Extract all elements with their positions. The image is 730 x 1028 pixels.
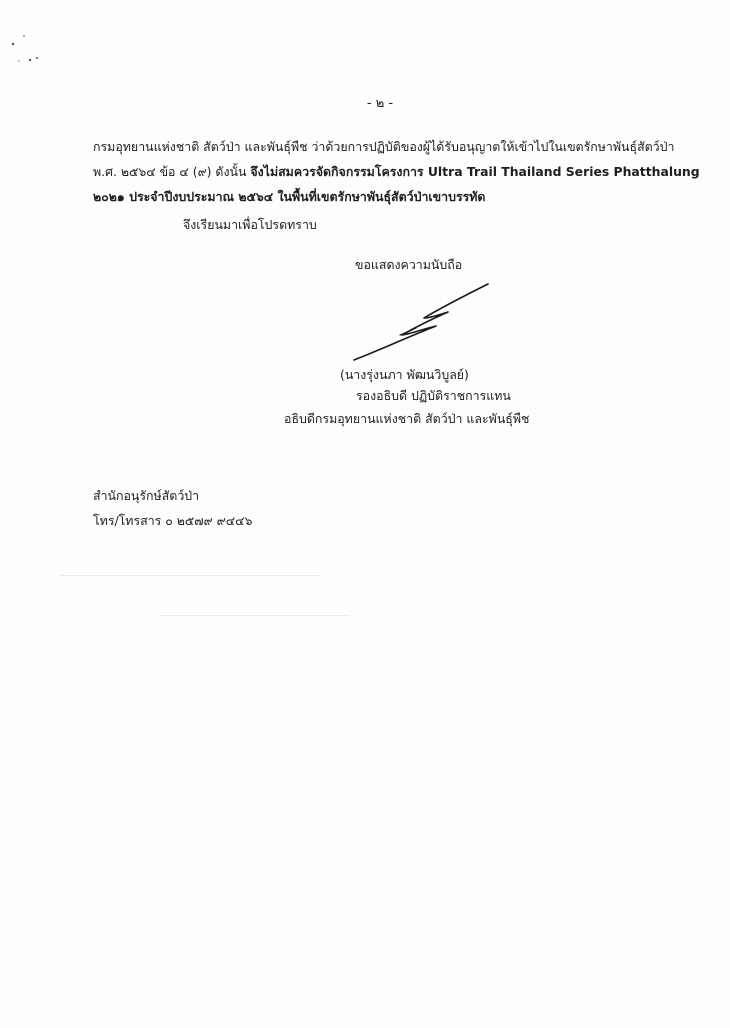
salutation: ขอแสดงความนับถือ	[355, 257, 463, 272]
closing-line: จึงเรียนมาเพื่อโปรดทราบ	[183, 217, 317, 232]
body-line-2	[93, 159, 700, 184]
body-paragraph	[93, 134, 700, 209]
signer-organization: อธิบดีกรมอุทยานแห่งชาติ สัตว์ป่า และพันธุ์พืช	[284, 411, 530, 426]
signer-name: (นางรุ่งนภา พัฒนวิบูลย์)	[340, 367, 469, 382]
phone-fax: โทร/โทรสาร ๐ ๒๕๗๙ ๙๔๔๖	[93, 513, 253, 528]
scan-specks	[10, 30, 50, 70]
scan-artifact-line	[160, 615, 350, 616]
handwritten-signature	[340, 278, 500, 368]
scan-artifact-line	[60, 575, 320, 576]
office-name: สำนักอนุรักษ์สัตว์ป่า	[93, 488, 200, 503]
signer-title: รองอธิบดี ปฏิบัติราชการแทน	[356, 388, 511, 403]
page-number: - ๒ -	[366, 96, 394, 111]
body-line-1: กรมอุทยานแห่งชาติ สัตว์ป่า และพันธุ์พืช ว่าด้วยการปฏิบัติของผู้ได้รับอนุญาตให้เข้าไปในเขตรักษาพันธุ์สัตว์ป่า	[93, 139, 675, 154]
body-line-2-text: พ.ศ. ๒๕๖๔ ข้อ ๔ (๙) ดังนั้น	[93, 164, 251, 179]
body-line-3: ๒๐๒๑ ประจำปีงบประมาณ ๒๕๖๔ ในพื้นที่เขตรักษาพันธุ์สัตว์ป่าเขาบรรทัด	[93, 189, 486, 204]
body-line-2-emphasis: จึงไม่สมควรจัดกิจกรรมโครงการ Ultra Trail Thailand Series Phatthalung	[250, 164, 700, 179]
